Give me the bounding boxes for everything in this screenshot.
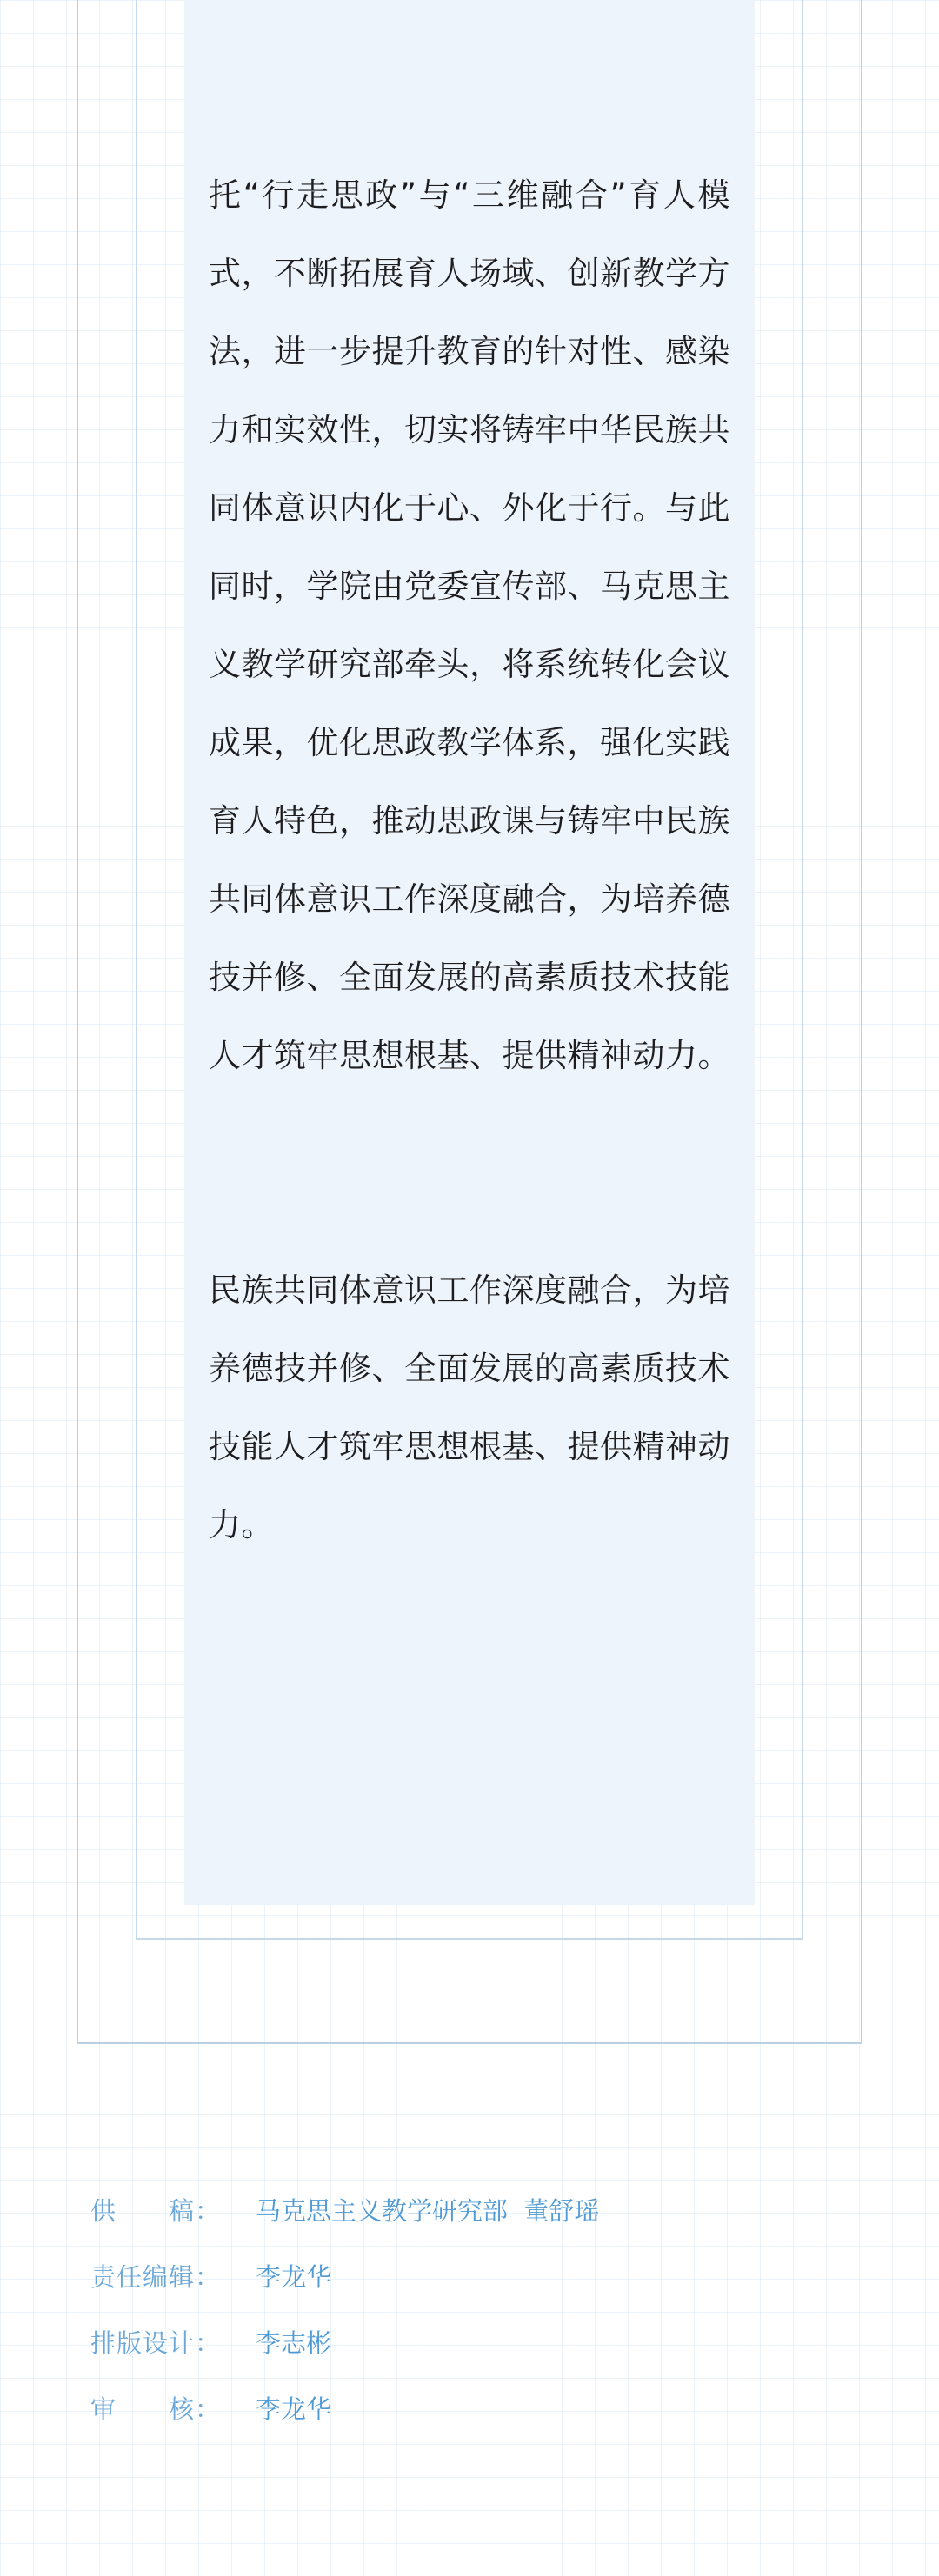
credit-row-contributor [90, 2178, 856, 2244]
credit-row-reviewer [90, 2376, 856, 2442]
credit-value-contributor: 马克思主义教学研究部 董舒瑶 [256, 2196, 600, 2226]
credit-label-reviewer: 审 核： [90, 2394, 222, 2424]
article-paragraph-1: 托“行走思政”与“三维融合”育人模式，不断拓展育人场域、创新教学方法，进一步提升教育的针对性、感染力和实效性，切实将铸牢中华民族共同体意识内化于心、外化于行。与此同时，学院由党委宣传部、马克思主义教学研究部牵头，将系统转化会议成果，优化思政教学体系，强化实践育人特色，推动思政课与铸牢中民族共同体意识工作深度融合，为培养德技并修、全面发展的高素质技术技能人才筑牢思想根基、提供精神动力。 [209, 176, 730, 1074]
article-paragraph-2: 民族共同体意识工作深度融合，为培养德技并修、全面发展的高素质技术技能人才筑牢思想根基、提供精神动力。 [209, 1271, 730, 1544]
credit-value-editor: 李龙华 [256, 2262, 332, 2292]
credit-value-layout: 李志彬 [256, 2328, 332, 2358]
article-body [209, 0, 730, 1643]
credit-label-editor: 责任编辑： [90, 2262, 222, 2292]
credit-row-editor [90, 2244, 856, 2310]
credit-label-contributor: 供 稿： [90, 2196, 222, 2226]
credits-block [90, 2178, 856, 2442]
credit-row-layout [90, 2310, 856, 2376]
credit-value-reviewer: 李龙华 [256, 2394, 332, 2424]
credit-label-layout: 排版设计： [90, 2328, 222, 2358]
